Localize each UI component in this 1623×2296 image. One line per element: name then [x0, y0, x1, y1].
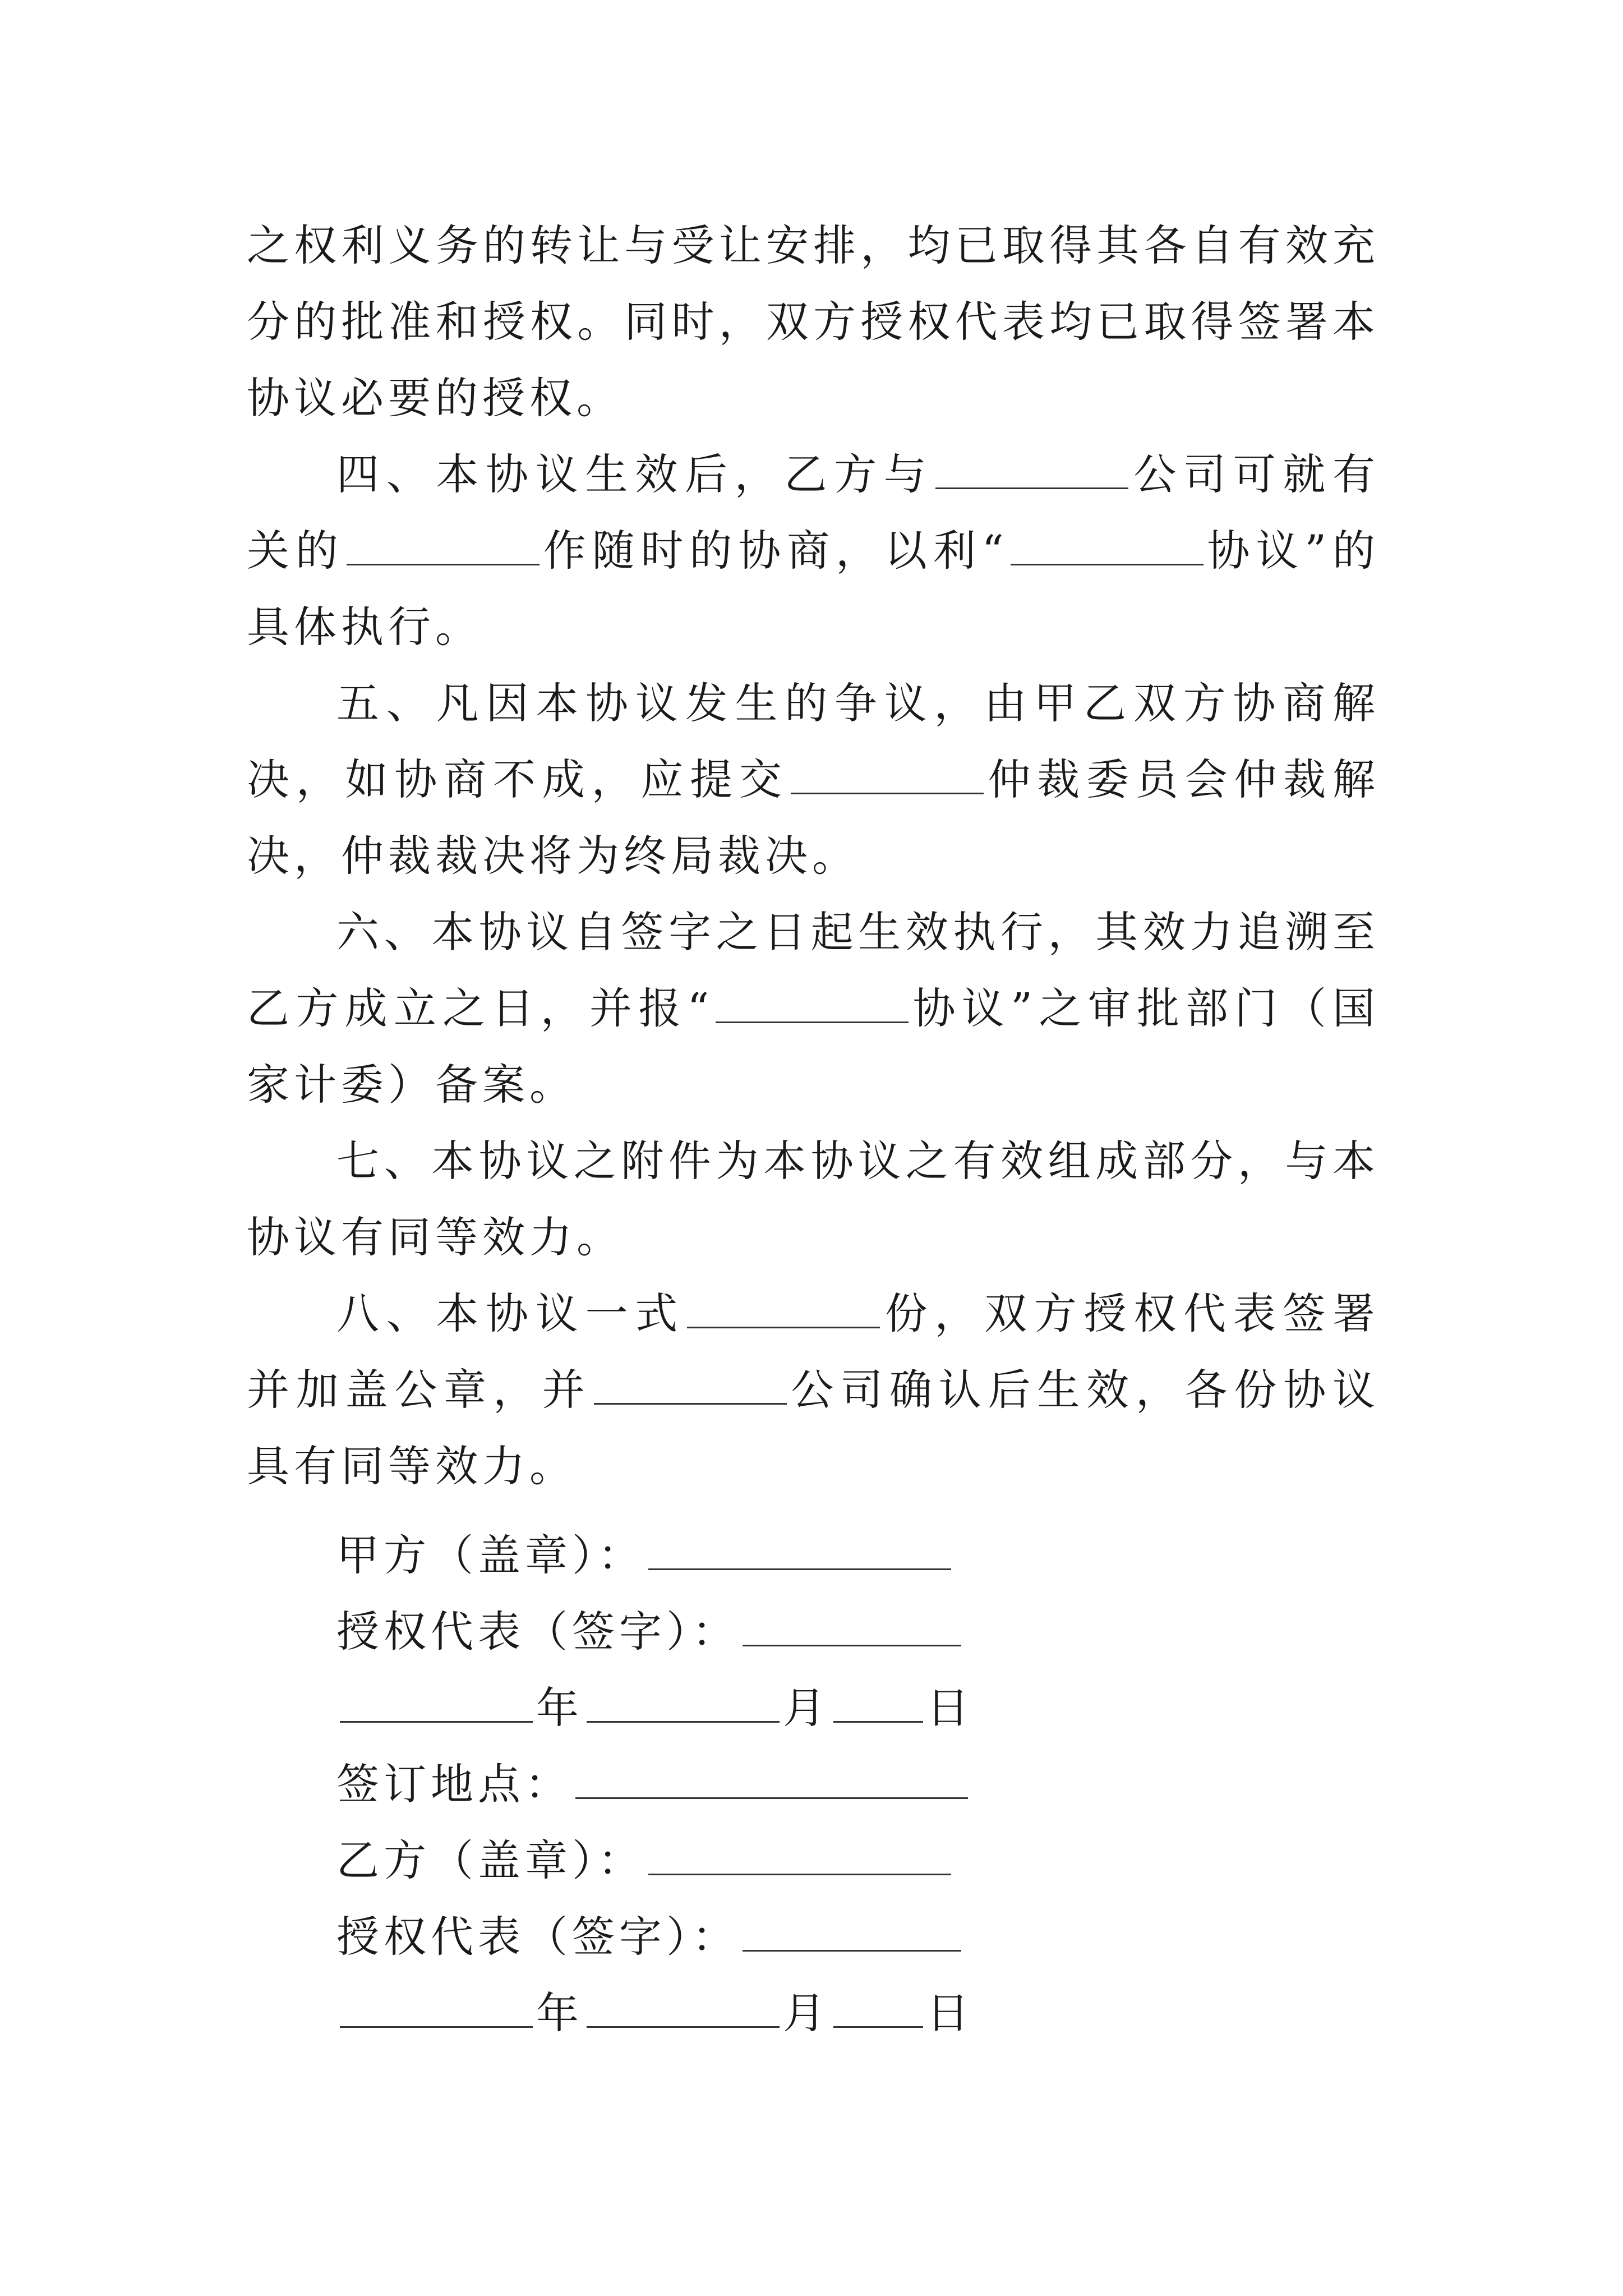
party-b-rep-field[interactable]: [743, 1915, 961, 1952]
clause-text: 五、凡因本协议发生的争议，由甲乙双方协商解决，如协商不成，应提交: [247, 678, 1380, 804]
fill-in-blank[interactable]: [687, 1292, 880, 1328]
fill-in-blank[interactable]: [1011, 529, 1204, 565]
day-label: 日: [926, 1683, 974, 1733]
signing-place-line: [336, 1746, 1402, 1823]
signing-place-label: 签订地点：: [336, 1759, 572, 1809]
party-b-rep-line: [336, 1899, 1402, 1975]
fill-in-blank[interactable]: [935, 453, 1128, 489]
year-label: 年: [536, 1683, 583, 1733]
fill-in-blank[interactable]: [594, 1368, 787, 1405]
party-b-rep-label: 授权代表（签字）：: [336, 1912, 739, 1962]
clause-four: [247, 436, 1380, 665]
fill-in-blank[interactable]: [347, 529, 540, 565]
year-field[interactable]: [340, 1991, 533, 2028]
year-label: 年: [536, 1988, 583, 2038]
paragraph-continuation: [247, 208, 1380, 436]
party-b-seal-line: [336, 1823, 1402, 1899]
clause-text: 七、本协议之附件为本协议之有效组成部分，与本协议有同等效力。: [247, 1136, 1380, 1262]
day-field[interactable]: [833, 1991, 923, 2028]
document-body: [247, 208, 1380, 1504]
clause-text: 协议”之审批部门（国家计委）备案。: [247, 983, 1380, 1110]
party-a-seal-line: [336, 1517, 1402, 1594]
clause-text: 份，双方授权代表签署并加盖公章，并: [247, 1289, 1380, 1415]
clause-text: 八、本协议一式: [336, 1289, 685, 1338]
clause-eight: [247, 1276, 1380, 1504]
party-a-date-line: [336, 1670, 1402, 1746]
clause-text: 作随时的协商，以利“: [541, 526, 1008, 576]
clause-text: 仲裁委员会仲裁解决，仲裁裁决将为终局裁决。: [247, 754, 1380, 881]
party-b-seal-field[interactable]: [648, 1839, 951, 1875]
clause-seven: [247, 1123, 1380, 1276]
party-a-rep-field[interactable]: [743, 1610, 961, 1646]
year-field[interactable]: [340, 1686, 533, 1723]
party-b-date-line: [336, 1975, 1402, 2051]
clause-text: 公司确认后生效，各份协议具有同等效力。: [247, 1365, 1380, 1491]
clause-text: 六、本协议自签字之日起生效执行，其效力追溯至乙方成立之日，并报“: [247, 907, 1380, 1033]
paragraph-text: 之权利义务的转让与受让安排，均已取得其各自有效充分的批准和授权。同时，双方授权代表均已取得签署本协议必要的授权。: [247, 220, 1380, 423]
party-a-seal-field[interactable]: [648, 1534, 951, 1570]
signature-block: [336, 1517, 1402, 2051]
fill-in-blank[interactable]: [716, 987, 909, 1023]
month-field[interactable]: [587, 1991, 780, 2028]
clause-six: [247, 894, 1380, 1123]
party-b-seal-label: 乙方（盖章）：: [336, 1835, 645, 1885]
month-label: 月: [783, 1683, 830, 1733]
fill-in-blank[interactable]: [791, 758, 984, 794]
day-field[interactable]: [833, 1686, 923, 1723]
party-a-rep-label: 授权代表（签字）：: [336, 1607, 739, 1657]
party-a-seal-label: 甲方（盖章）：: [336, 1530, 645, 1580]
signing-place-field[interactable]: [575, 1763, 968, 1799]
party-a-rep-line: [336, 1594, 1402, 1670]
clause-text: 协议”的具体执行。: [247, 526, 1380, 652]
clause-text: 四、本协议生效后，乙方与: [336, 449, 934, 499]
clause-five: [247, 665, 1380, 894]
month-field[interactable]: [587, 1686, 780, 1723]
month-label: 月: [783, 1988, 830, 2038]
clause-text: 公司可就有关的: [247, 449, 1380, 576]
day-label: 日: [926, 1988, 974, 2038]
